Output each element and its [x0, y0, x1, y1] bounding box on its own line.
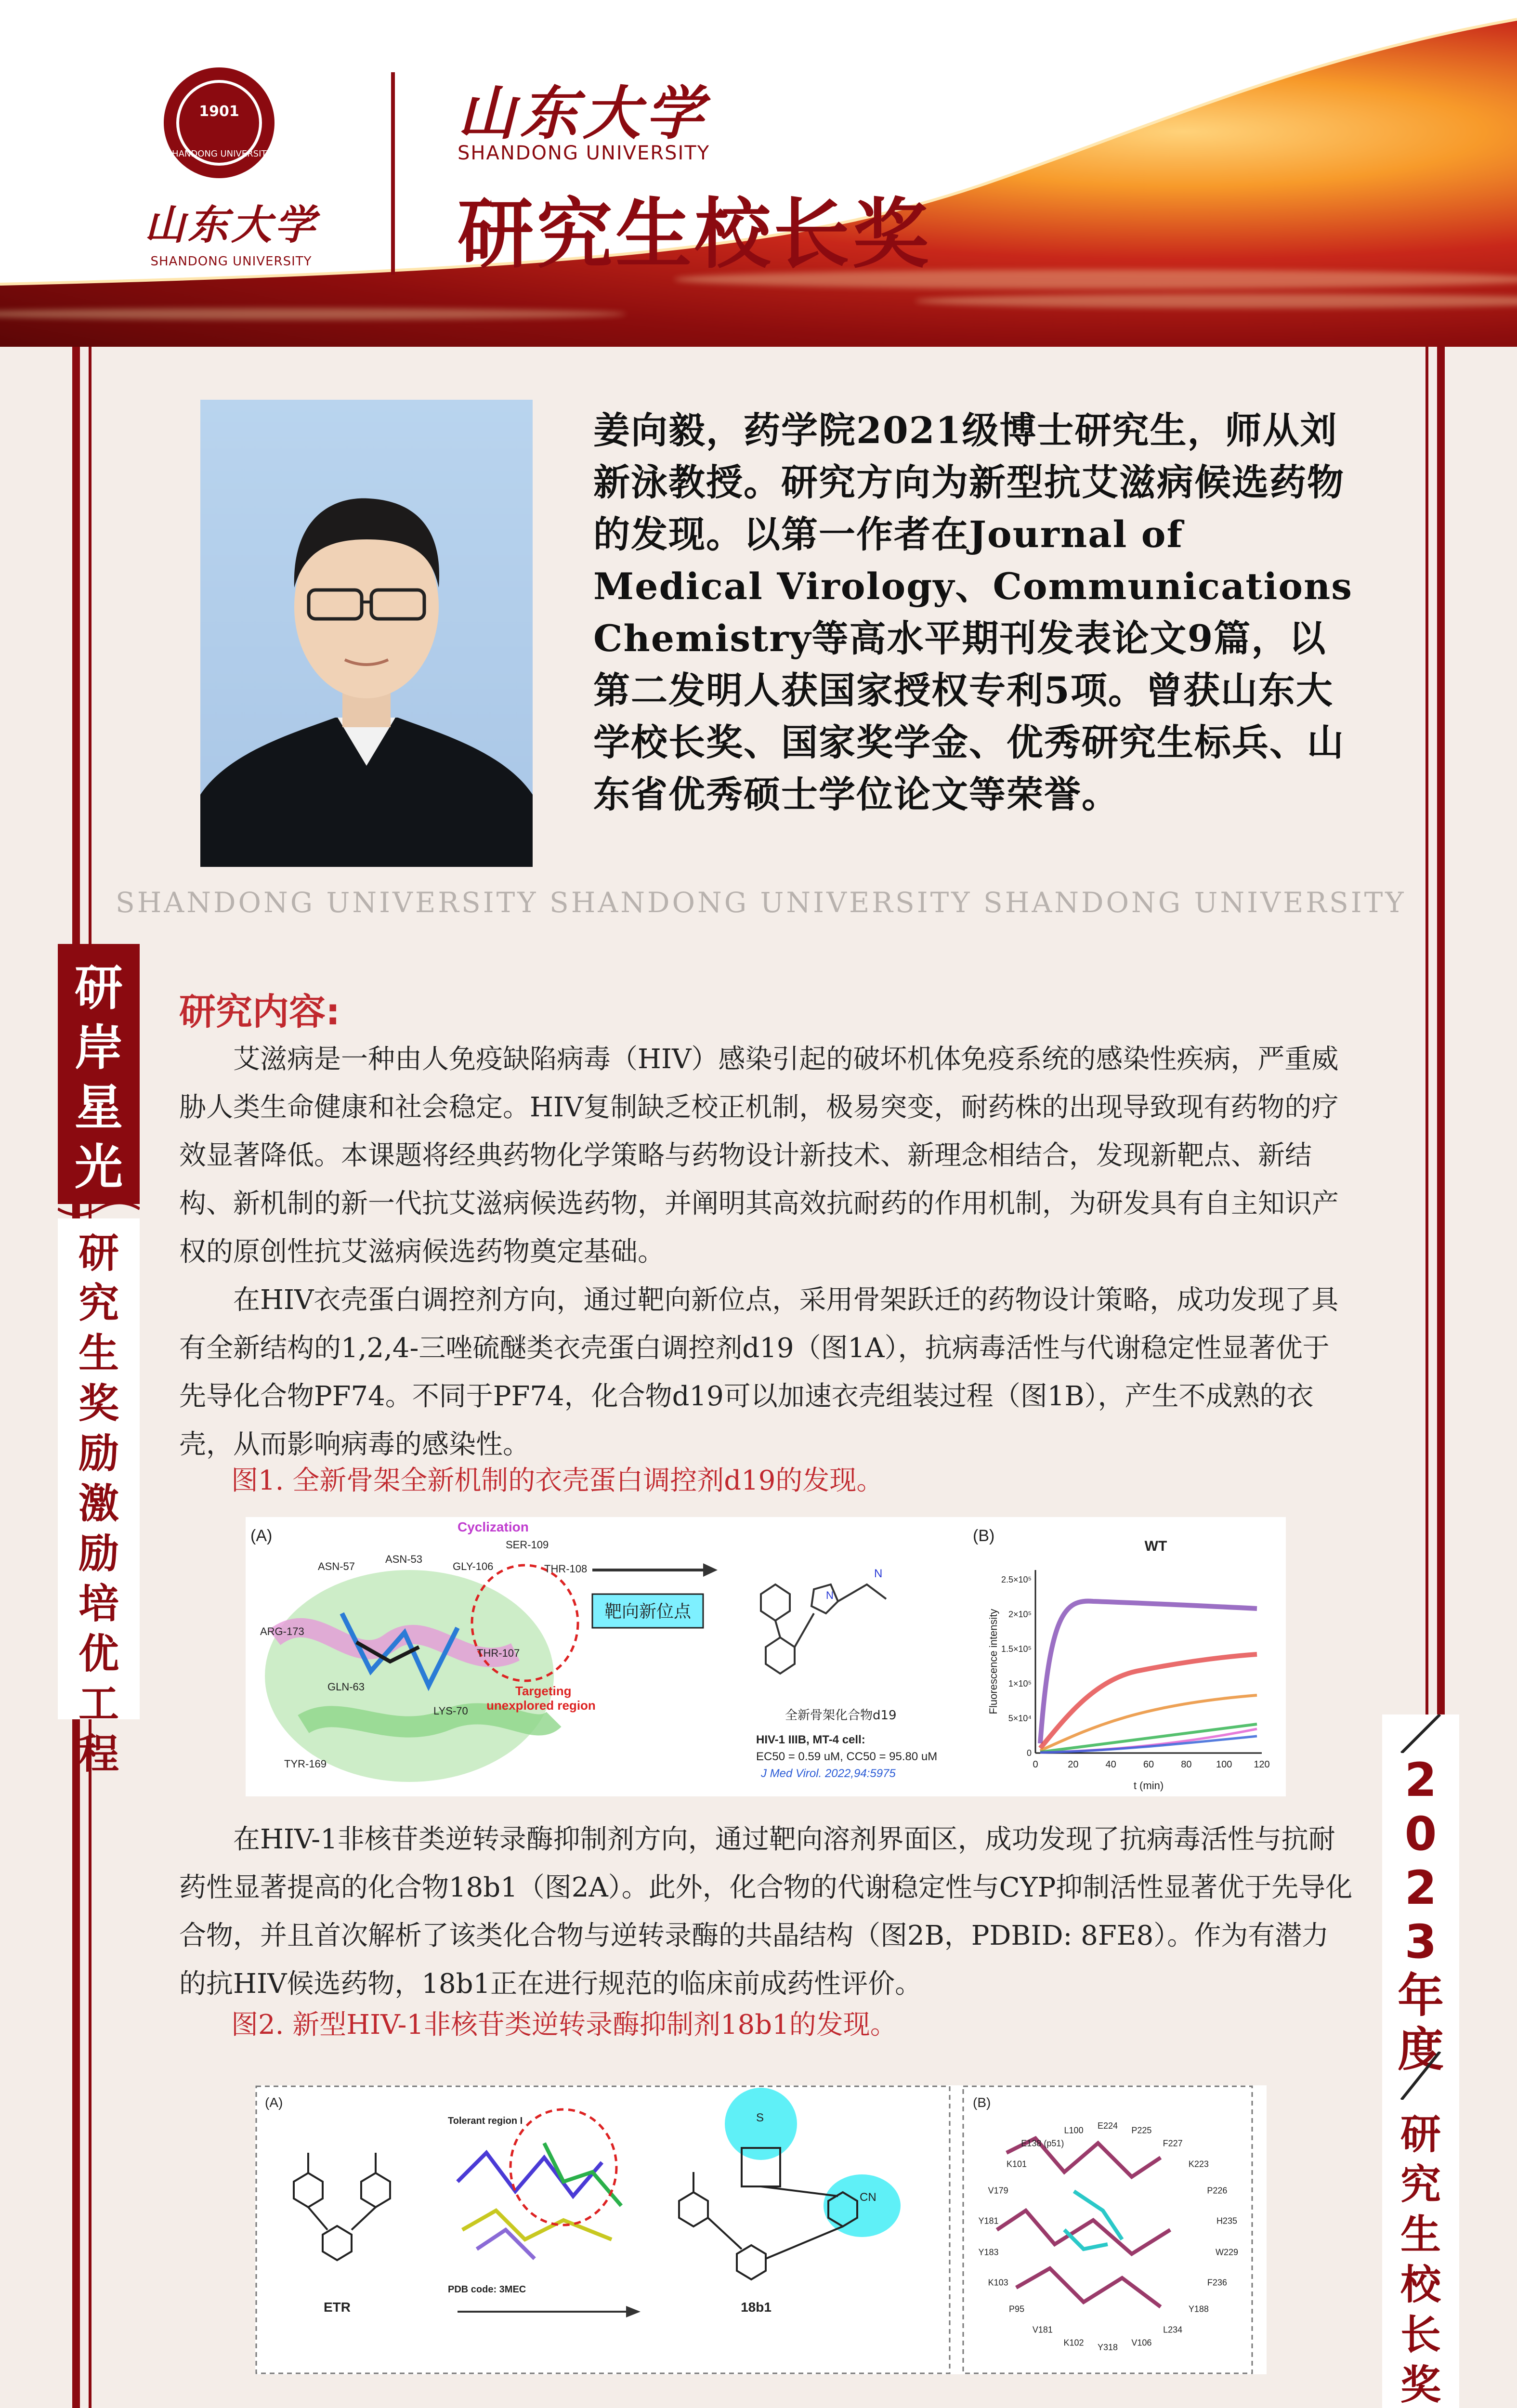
fig2-residue: Y181: [978, 2216, 999, 2226]
fig1-ec50: EC50 = 0.59 uM, CC50 = 95.80 uM: [756, 1750, 938, 1763]
fig2-residue: E138 (p51): [1021, 2138, 1064, 2148]
svg-text:CN: CN: [860, 2191, 876, 2204]
fig2-residue: Y183: [978, 2247, 999, 2257]
right-side-label: [1382, 1714, 1459, 2408]
fig2-residue: Y318: [1097, 2343, 1118, 2352]
fig2-residue: V179: [988, 2186, 1008, 2196]
svg-text:ASN-53: ASN-53: [385, 1553, 423, 1565]
figure-2: [255, 2085, 1267, 2374]
fig1-targeting: Targeting: [515, 1684, 572, 1698]
figure-1-caption: 图1. 全新骨架全新机制的衣壳蛋白调控剂d19的发现。: [231, 1465, 884, 1496]
side-label-bottom: 研究生奖励激励培优工程: [58, 1218, 140, 1719]
fig2-residue: W229: [1215, 2247, 1238, 2257]
university-seal: [159, 63, 279, 183]
fig1-unexplored: unexplored region: [486, 1698, 596, 1713]
fig2-etr-label: ETR: [324, 2300, 351, 2315]
fig2-compound-label: 18b1: [741, 2300, 772, 2315]
fig1-cell-line: HIV-1 IIIB, MT-4 cell:: [756, 1733, 865, 1746]
fig1-xtick: 80: [1181, 1759, 1192, 1770]
figure-2-caption: 图2. 新型HIV-1非核苷类逆转录酶抑制剂18b1的发现。: [231, 2009, 897, 2041]
svg-text:ASN-57: ASN-57: [318, 1560, 355, 1572]
fig2-residue: V181: [1032, 2325, 1053, 2335]
fig2-residue: F236: [1207, 2277, 1227, 2288]
research-paragraph-2: 在HIV衣壳蛋白调控剂方向，通过靶向新位点，采用骨架跃迁的药物设计策略，成功发现了具有全新结构的1,2,4-三唑硫醚类衣壳蛋白调控剂d19（图1A），抗病毒活性与代谢稳定性显著优于先导化合物PF74。不同于PF74，化合物d19可以加速衣壳组装过程（图1B），产生不成熟的衣壳，从而影响病毒的感染性。: [179, 1284, 1339, 1460]
svg-text:N: N: [874, 1567, 883, 1580]
svg-text:ARG-173: ARG-173: [260, 1625, 304, 1637]
logo-english: SHANDONG UNIVERSITY: [150, 254, 312, 269]
fig1-xtick: 120: [1254, 1759, 1270, 1770]
fig2-residue: H235: [1216, 2216, 1237, 2226]
fig2-residue: P95: [1009, 2304, 1025, 2314]
fig1-ytick: 2×10⁵: [1008, 1610, 1032, 1619]
fig1-ytick: 1×10⁵: [1008, 1679, 1032, 1688]
fig1-ytick: 0: [1026, 1748, 1032, 1758]
award-title: 研究生校长奖: [458, 190, 931, 279]
fig1-compound-label: 全新骨架化合物d19: [785, 1708, 897, 1723]
fig1-panel-a: (A): [250, 1527, 273, 1545]
fig2-residue: F227: [1163, 2138, 1183, 2148]
student-photo: [200, 400, 533, 867]
header-divider: [391, 72, 395, 275]
seal-year: 1901: [199, 103, 239, 120]
fig2-residue: K101: [1007, 2159, 1027, 2169]
svg-text:THR-107: THR-107: [477, 1647, 520, 1659]
fig2-tolerant-label: Tolerant region I: [448, 2116, 523, 2126]
fig1-journal: J Med Virol. 2022,94:5975: [761, 1767, 896, 1780]
svg-text:SER-109: SER-109: [506, 1539, 549, 1551]
svg-text:GLN-63: GLN-63: [327, 1681, 365, 1693]
fig1-panel-b: (B): [973, 1527, 995, 1545]
fig2-residue: V106: [1131, 2338, 1152, 2348]
brand-calligraphy: 山东大学: [458, 79, 708, 147]
fig2-residue: Y188: [1188, 2304, 1209, 2314]
seal-ring-text: SHANDONG UNIVERSITY: [166, 149, 272, 159]
fig1-xtick: 100: [1216, 1759, 1232, 1770]
bio-text: 姜向毅，药学院2021级博士研究生，师从刘新泳教授。研究方向为新型抗艾滋病候选药物的发现。以第一作者在Journal of Medical Virology、Communications Chemistry等高水平期刊发表论文9篇，以第二发明人获国家授权专利5项。曾获山东大学校长奖、国家奖学金、优秀研究生标兵、山东省优秀硕士学位论文等荣誉。: [593, 409, 1353, 816]
fig1-yticks: [1001, 1575, 1032, 1758]
side-label-award: 研究生校长奖: [1400, 2111, 1441, 2408]
fig1-cyclization: Cyclization: [458, 1519, 529, 1534]
svg-text:GLY-106: GLY-106: [453, 1560, 494, 1572]
figure-1: [246, 1517, 1286, 1796]
fig2-residue: K223: [1188, 2159, 1209, 2169]
fig1-xtick: 20: [1068, 1759, 1079, 1770]
fig2-pdb-label: PDB code: 3MEC: [448, 2284, 526, 2295]
side-label-year: 2023年度: [1398, 1753, 1444, 2077]
fig1-xtick: 60: [1143, 1759, 1154, 1770]
fig2-residue: K102: [1063, 2338, 1084, 2348]
fig1-ylabel: Fluorescence intensity: [987, 1609, 999, 1714]
fig2-panel-a: (A): [265, 2095, 283, 2110]
fig2-etr-molecule: [294, 2153, 390, 2260]
svg-text:TYR-169: TYR-169: [284, 1758, 327, 1770]
fig1-xtick: 40: [1105, 1759, 1116, 1770]
fig2-residue: P225: [1131, 2125, 1152, 2135]
fig1-xticks: [1033, 1759, 1269, 1770]
fig2-panel-b: (B): [973, 2095, 991, 2110]
fig1-ytick: 2.5×10⁵: [1001, 1575, 1032, 1584]
fig1-molecule: [761, 1584, 886, 1674]
svg-text:THR-108: THR-108: [544, 1563, 588, 1575]
research-paragraph-3: 在HIV-1非核苷类逆转录酶抑制剂方向，通过靶向溶剂界面区，成功发现了抗病毒活性与抗耐药性显著提高的化合物18b1（图2A）。此外，化合物的代谢稳定性与CYP抑制活性显著优于先导化合物，并且首次解析了该类化合物与逆转录酶的共晶结构（图2B，PDBID: 8FE8）。作为有潜力的抗HIV候选药物，18b1正在进行规范的临床前成药性评价。: [179, 1824, 1353, 2000]
fig2-residue: P226: [1207, 2186, 1228, 2196]
svg-text:LYS-70: LYS-70: [433, 1705, 468, 1717]
fig1-ytick: 5×10⁴: [1008, 1714, 1032, 1723]
side-label-top: 研岸星光: [58, 944, 140, 1204]
university-strip: SHANDONG UNIVERSITY SHANDONG UNIVERSITY SHANDONG UNIVERSITY: [116, 886, 1406, 919]
fig2-residue: L100: [1064, 2125, 1084, 2135]
fig2-residue: E224: [1097, 2121, 1118, 2131]
fig1-xtick: 0: [1033, 1759, 1038, 1770]
fig1-arrow-label: 靶向新位点: [604, 1602, 692, 1622]
fig1-ytick: 1.5×10⁵: [1001, 1644, 1032, 1654]
logo-calligraphy: 山东大学: [144, 201, 318, 249]
svg-text:N: N: [826, 1589, 834, 1601]
fig1-xlabel: t (min): [1133, 1780, 1164, 1792]
fig1-chart-title: WT: [1144, 1538, 1167, 1554]
left-side-label: [58, 944, 140, 1778]
research-title: 研究内容:: [179, 990, 340, 1033]
fig2-residue: K103: [988, 2277, 1008, 2288]
brand-english: SHANDONG UNIVERSITY: [458, 142, 710, 164]
svg-text:S: S: [756, 2111, 764, 2124]
research-paragraph-1: 艾滋病是一种由人免疫缺陷病毒（HIV）感染引起的破坏机体免疫系统的感染性疾病，严重威胁人类生命健康和社会稳定。HIV复制缺乏校正机制，极易突变，耐药株的出现导致现有药物的疗效显著降低。本课题将经典药物化学策略与药物设计新技术、新理念相结合，发现新靶点、新结构、新机制的新一代抗艾滋病候选药物，并阐明其高效抗耐药的作用机制，为研发具有自主知识产权的原创性抗艾滋病候选药物奠定基础。: [179, 1044, 1339, 1268]
fig2-residue: L234: [1163, 2325, 1183, 2335]
